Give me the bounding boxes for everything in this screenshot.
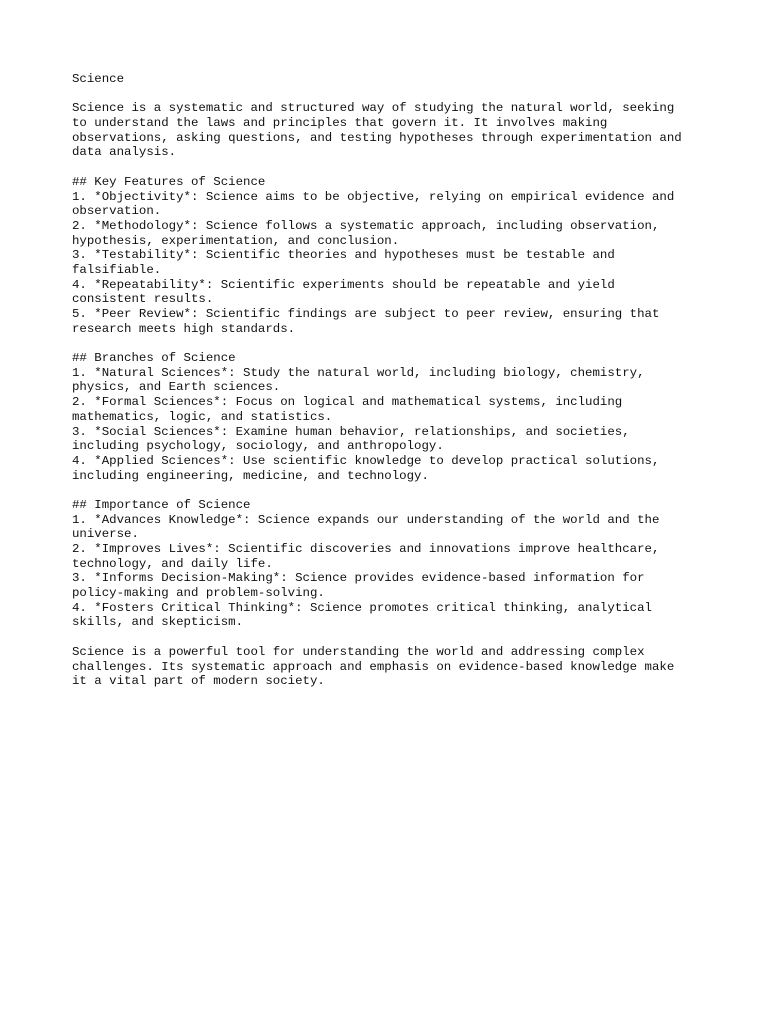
list-item-line: including psychology, sociology, and anthropology.: [72, 439, 444, 454]
list-item-line: physics, and Earth sciences.: [72, 380, 281, 395]
list-item-line: 2. *Improves Lives*: Scientific discoveries and innovations improve healthcare,: [72, 542, 660, 556]
list-item-line: hypothesis, experimentation, and conclusion.: [72, 233, 400, 248]
intro-line: to understand the laws and principles that govern it. It involves making: [72, 116, 608, 131]
list-item-line: universe.: [72, 527, 139, 542]
section-heading: ## Branches of Science: [72, 351, 236, 366]
list-item-line: technology, and daily life.: [72, 556, 273, 571]
conclusion-line: challenges. Its systematic approach and emphasis on evidence-based knowledge make: [72, 659, 675, 674]
conclusion-paragraph: [72, 645, 712, 689]
list-item-line: 1. *Advances Knowledge*: Science expands our understanding of the world and the: [72, 512, 660, 527]
section-heading: ## Importance of Science: [72, 497, 251, 512]
key-features-section: [72, 175, 712, 337]
list-item-line: falsifiable.: [72, 262, 162, 277]
document-title-block: [72, 72, 712, 87]
intro-line: data analysis.: [72, 145, 177, 160]
list-item-line: 4. *Repeatability*: Scientific experiments should be repeatable and yield: [72, 277, 615, 292]
document-page: [72, 72, 712, 704]
list-item-line: 3. *Informs Decision-Making*: Science provides evidence-based information for: [72, 571, 645, 586]
list-item-line: 4. *Fosters Critical Thinking*: Science promotes critical thinking, analytical: [72, 600, 652, 615]
intro-line: Science is a systematic and structured way of studying the natural world, seeking: [72, 101, 675, 116]
list-item-line: mathematics, logic, and statistics.: [72, 409, 333, 424]
list-item-line: 3. *Social Sciences*: Examine human behavior, relationships, and societies,: [72, 424, 630, 439]
list-item-line: research meets high standards.: [72, 321, 296, 336]
conclusion-line: Science is a powerful tool for understanding the world and addressing complex: [72, 644, 645, 659]
document-title: Science: [72, 72, 125, 86]
list-item-line: 4. *Applied Sciences*: Use scientific knowledge to develop practical solutions,: [72, 453, 660, 468]
section-heading: ## Key Features of Science: [72, 174, 266, 189]
list-item-line: skills, and skepticism.: [72, 615, 244, 630]
importance-section: [72, 498, 712, 630]
list-item-line: including engineering, medicine, and technology.: [72, 468, 429, 483]
intro-line: observations, asking questions, and testing hypotheses through experimentation and: [72, 130, 682, 145]
intro-paragraph: [72, 101, 712, 160]
conclusion-line: it a vital part of modern society.: [72, 674, 325, 689]
list-item-line: 2. *Formal Sciences*: Focus on logical and mathematical systems, including: [72, 395, 623, 410]
list-item-line: 1. *Objectivity*: Science aims to be objective, relying on empirical evidence and: [72, 189, 675, 204]
list-item-line: 3. *Testability*: Scientific theories and hypotheses must be testable and: [72, 248, 615, 263]
list-item-line: 1. *Natural Sciences*: Study the natural world, including biology, chemistry,: [72, 365, 645, 380]
branches-section: [72, 351, 712, 483]
list-item-line: observation.: [72, 204, 162, 219]
list-item-line: 5. *Peer Review*: Scientific findings are subject to peer review, ensuring that: [72, 307, 660, 321]
list-item-line: 2. *Methodology*: Science follows a systematic approach, including observation,: [72, 218, 660, 233]
list-item-line: consistent results.: [72, 292, 214, 307]
list-item-line: policy-making and problem-solving.: [72, 586, 325, 601]
